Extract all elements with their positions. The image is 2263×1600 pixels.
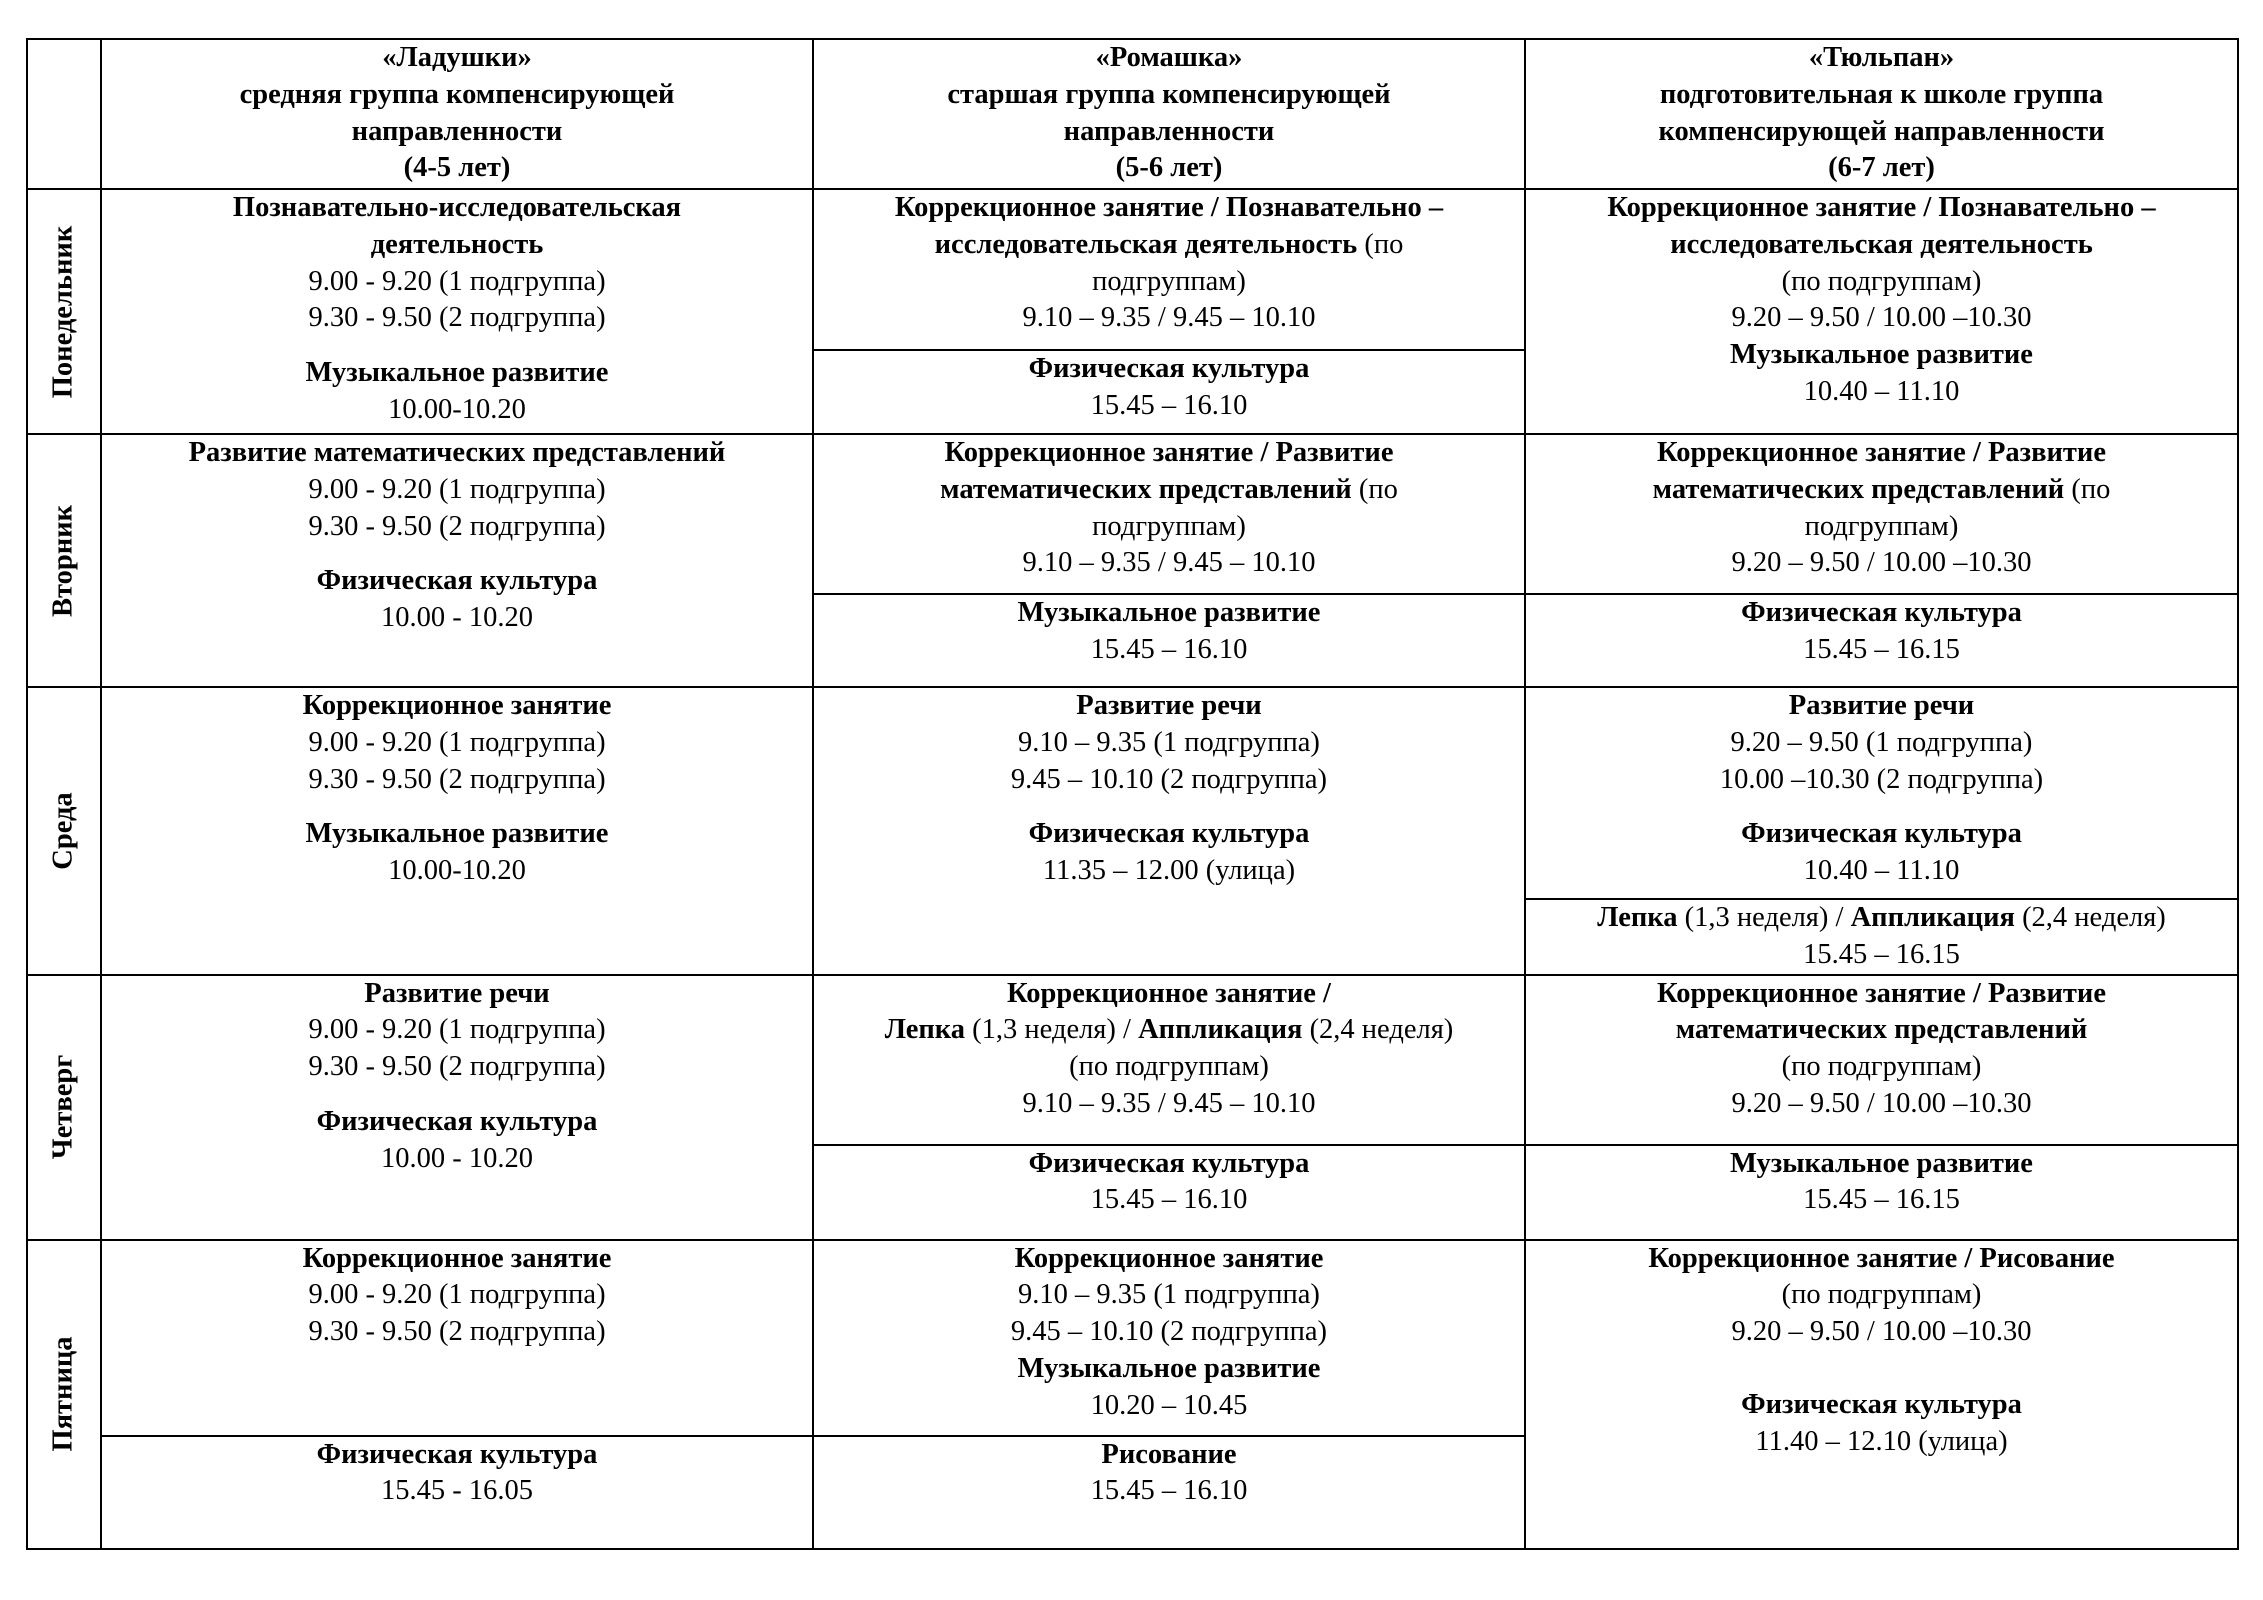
activity-title: Физическая культура bbox=[1741, 1388, 2022, 1420]
cell-fri-ladushki-a bbox=[101, 1240, 813, 1436]
time-slot: 9.00 - 9.20 (1 подгруппа) bbox=[308, 265, 606, 297]
time-slot: 9.00 - 9.20 (1 подгруппа) bbox=[308, 1279, 606, 1311]
activity-title: Физическая культура bbox=[1028, 1147, 1310, 1179]
time-slot: 9.30 - 9.50 (2 подгруппа) bbox=[308, 1051, 606, 1083]
group-desc-line2: направленности bbox=[351, 115, 563, 147]
activity-title: Лепка bbox=[884, 1014, 966, 1046]
cell-mon-romashka-a bbox=[813, 189, 1525, 350]
cell-fri-ladushki-b bbox=[101, 1436, 813, 1549]
time-slot: 9.45 – 10.10 (2 подгруппа) bbox=[1010, 1316, 1328, 1348]
activity-title: Лепка bbox=[1597, 902, 1678, 933]
time-slot: 9.00 - 9.20 (1 подгруппа) bbox=[308, 473, 606, 505]
activity-title: математических представлений bbox=[1652, 473, 2065, 505]
day-label: Вторник bbox=[47, 504, 79, 617]
activity-note: (по bbox=[2064, 473, 2111, 505]
schedule-table bbox=[26, 38, 2239, 1550]
activity-title: Физическая культура bbox=[316, 1438, 598, 1470]
time-slot: 10.00 - 10.20 bbox=[381, 602, 533, 634]
friday-row-a bbox=[27, 1240, 2238, 1436]
activity-title: Познавательно-исследовательская bbox=[232, 192, 682, 223]
activity-note: подгруппам) bbox=[1092, 510, 1246, 542]
group-header-ladushki bbox=[101, 39, 813, 189]
group-name: «Ромашка» bbox=[1095, 42, 1243, 73]
activity-note: (1,3 неделя) / bbox=[1677, 902, 1851, 933]
activity-note: (по bbox=[1351, 473, 1398, 505]
activity-title: Развитие речи bbox=[1788, 690, 1975, 721]
cell-tue-tyulpan-b bbox=[1525, 594, 2238, 687]
day-label: Пятница bbox=[47, 1336, 79, 1452]
time-slot: 15.45 - 16.05 bbox=[381, 1475, 533, 1507]
cell-tue-romashka-a bbox=[813, 434, 1525, 594]
time-slot: 10.00-10.20 bbox=[388, 393, 526, 425]
time-slot: 11.40 – 12.10 (улица) bbox=[1755, 1425, 2008, 1457]
group-name: «Ладушки» bbox=[382, 42, 532, 73]
activity-title: деятельность bbox=[370, 228, 544, 260]
activity-note: (1,3 неделя) / bbox=[965, 1014, 1139, 1046]
thursday-row-a bbox=[27, 975, 2238, 1145]
time-slot: 10.00-10.20 bbox=[388, 855, 526, 887]
group-header-romashka bbox=[813, 39, 1525, 189]
time-slot: 9.20 – 9.50 / 10.00 –10.30 bbox=[1731, 1087, 2032, 1119]
group-desc-line1: старшая группа компенсирующей bbox=[947, 78, 1391, 110]
time-slot: 15.45 – 16.15 bbox=[1803, 1184, 1960, 1216]
corner-cell bbox=[27, 39, 101, 189]
group-desc-line2: направленности bbox=[1063, 115, 1275, 147]
activity-title: Коррекционное занятие / Развитие bbox=[1656, 437, 2106, 468]
day-cell-thursday bbox=[27, 975, 101, 1240]
cell-wed-tyulpan-b bbox=[1525, 899, 2238, 975]
time-slot: 15.45 – 16.10 bbox=[1090, 633, 1248, 665]
activity-title: Музыкальное развитие bbox=[1730, 339, 2033, 371]
cell-wed-tyulpan-a bbox=[1525, 687, 2238, 899]
activity-note: (по bbox=[1357, 228, 1404, 260]
cell-tue-romashka-b bbox=[813, 594, 1525, 687]
group-desc-line2: компенсирующей направленности bbox=[1658, 115, 2105, 147]
activity-title: Развитие речи bbox=[364, 977, 550, 1009]
time-slot: 15.45 – 16.10 bbox=[1090, 1475, 1248, 1507]
activity-title: исследовательская деятельность bbox=[1670, 228, 2093, 260]
group-header-tyulpan bbox=[1525, 39, 2238, 189]
activity-title: Коррекционное занятие / Познавательно – bbox=[894, 192, 1444, 223]
time-slot: 10.40 – 11.10 bbox=[1803, 855, 1960, 887]
time-slot: 9.10 – 9.35 (1 подгруппа) bbox=[1018, 1279, 1320, 1311]
day-cell-friday bbox=[27, 1240, 101, 1549]
cell-thu-ladushki bbox=[101, 975, 813, 1240]
day-cell-wednesday bbox=[27, 687, 101, 975]
time-slot: 9.00 - 9.20 (1 подгруппа) bbox=[308, 726, 606, 758]
time-slot: 9.10 – 9.35 / 9.45 – 10.10 bbox=[1022, 1087, 1316, 1119]
activity-title: Аппликация bbox=[1138, 1014, 1303, 1046]
cell-tue-ladushki bbox=[101, 434, 813, 687]
activity-title: Музыкальное развитие bbox=[1017, 597, 1321, 628]
activity-note: (по подгруппам) bbox=[1781, 1051, 1982, 1083]
group-desc-line1: подготовительная к школе группа bbox=[1659, 78, 2104, 110]
time-slot: 9.45 – 10.10 (2 подгруппа) bbox=[1010, 763, 1328, 795]
activity-title: Музыкальное развитие bbox=[1017, 1352, 1321, 1384]
activity-title: Развитие математических представлений bbox=[188, 437, 726, 468]
cell-thu-romashka-a bbox=[813, 975, 1525, 1145]
activity-title: Коррекционное занятие / Развитие bbox=[944, 437, 1394, 468]
activity-title: Коррекционное занятие bbox=[302, 1242, 612, 1274]
activity-title: Физическая культура bbox=[316, 565, 598, 597]
time-slot: 9.10 – 9.35 / 9.45 – 10.10 bbox=[1022, 302, 1316, 334]
activity-title: Физическая культура bbox=[316, 1105, 598, 1137]
activity-title: математических представлений bbox=[1675, 1014, 2088, 1046]
monday-row-a bbox=[27, 189, 2238, 350]
tuesday-row-a bbox=[27, 434, 2238, 594]
group-age: (5-6 лет) bbox=[1115, 152, 1223, 184]
time-slot: 10.00 - 10.20 bbox=[381, 1142, 533, 1174]
activity-note: (по подгруппам) bbox=[1781, 265, 1982, 297]
time-slot: 9.30 - 9.50 (2 подгруппа) bbox=[308, 302, 606, 334]
activity-title: Коррекционное занятие / bbox=[1007, 977, 1331, 1009]
cell-thu-tyulpan-b bbox=[1525, 1145, 2238, 1240]
time-slot: 9.30 - 9.50 (2 подгруппа) bbox=[308, 763, 606, 795]
activity-note: (2,4 неделя) bbox=[2014, 902, 2166, 933]
cell-fri-romashka-a bbox=[813, 1240, 1525, 1436]
activity-title: Коррекционное занятие / Рисование bbox=[1648, 1242, 2115, 1274]
time-slot: 15.45 – 16.10 bbox=[1090, 389, 1248, 421]
wednesday-row-a bbox=[27, 687, 2238, 899]
group-name: «Тюльпан» bbox=[1808, 42, 1955, 73]
time-slot: 11.35 – 12.00 (улица) bbox=[1042, 855, 1296, 887]
activity-title: Коррекционное занятие bbox=[1014, 1242, 1324, 1274]
day-label: Понедельник bbox=[47, 225, 79, 398]
activity-note: подгруппам) bbox=[1804, 510, 1959, 542]
header-row bbox=[27, 39, 2238, 189]
time-slot: 10.40 – 11.10 bbox=[1803, 375, 1960, 407]
time-slot: 9.30 - 9.50 (2 подгруппа) bbox=[308, 1316, 606, 1348]
day-cell-monday bbox=[27, 189, 101, 434]
activity-title: исследовательская деятельность bbox=[934, 228, 1358, 260]
activity-note: (по подгруппам) bbox=[1069, 1051, 1269, 1083]
cell-wed-romashka bbox=[813, 687, 1525, 975]
cell-thu-tyulpan-a bbox=[1525, 975, 2238, 1145]
activity-title: Музыкальное развитие bbox=[1730, 1147, 2033, 1179]
time-slot: 10.20 – 10.45 bbox=[1090, 1389, 1248, 1421]
activity-title: Физическая культура bbox=[1741, 597, 2022, 628]
activity-title: Физическая культура bbox=[1741, 818, 2022, 850]
time-slot: 15.45 – 16.15 bbox=[1803, 633, 1960, 665]
activity-title: Аппликация bbox=[1850, 902, 2015, 933]
activity-title: математических представлений bbox=[940, 473, 1352, 505]
activity-note: подгруппам) bbox=[1092, 265, 1246, 297]
time-slot: 9.20 – 9.50 (1 подгруппа) bbox=[1730, 726, 2033, 758]
group-age: (6-7 лет) bbox=[1828, 152, 1935, 184]
activity-title: Физическая культура bbox=[1028, 818, 1310, 850]
day-cell-tuesday bbox=[27, 434, 101, 687]
activity-title: Коррекционное занятие bbox=[302, 690, 612, 721]
activity-title: Музыкальное развитие bbox=[305, 818, 609, 850]
cell-thu-romashka-b bbox=[813, 1145, 1525, 1240]
cell-wed-ladushki bbox=[101, 687, 813, 975]
activity-title: Коррекционное занятие / Развитие bbox=[1656, 977, 2106, 1009]
day-label: Четверг bbox=[47, 1054, 79, 1160]
time-slot: 10.00 –10.30 (2 подгруппа) bbox=[1719, 763, 2044, 795]
cell-mon-romashka-b bbox=[813, 350, 1525, 434]
time-slot: 9.00 - 9.20 (1 подгруппа) bbox=[308, 1014, 606, 1046]
cell-mon-ladushki bbox=[101, 189, 813, 434]
cell-fri-romashka-b bbox=[813, 1436, 1525, 1549]
activity-title: Физическая культура bbox=[1028, 353, 1310, 384]
activity-note: (2,4 неделя) bbox=[1302, 1014, 1454, 1046]
group-desc-line1: средняя группа компенсирующей bbox=[239, 78, 675, 110]
activity-title: Коррекционное занятие / Познавательно – bbox=[1607, 192, 2156, 223]
cell-tue-tyulpan-a bbox=[1525, 434, 2238, 594]
cell-mon-tyulpan bbox=[1525, 189, 2238, 434]
time-slot: 9.20 – 9.50 / 10.00 –10.30 bbox=[1731, 547, 2032, 579]
time-slot: 9.30 - 9.50 (2 подгруппа) bbox=[308, 510, 606, 542]
time-slot: 9.20 – 9.50 / 10.00 –10.30 bbox=[1731, 302, 2032, 334]
time-slot: 9.10 – 9.35 (1 подгруппа) bbox=[1018, 726, 1320, 758]
time-slot: 9.10 – 9.35 / 9.45 – 10.10 bbox=[1022, 547, 1316, 579]
day-label: Среда bbox=[47, 792, 79, 870]
time-slot: 15.45 – 16.10 bbox=[1090, 1184, 1248, 1216]
activity-title: Развитие речи bbox=[1076, 690, 1262, 721]
activity-title: Рисование bbox=[1101, 1438, 1237, 1470]
time-slot: 15.45 – 16.15 bbox=[1803, 938, 1960, 970]
group-age: (4-5 лет) bbox=[403, 152, 511, 184]
activity-title: Музыкальное развитие bbox=[305, 357, 609, 389]
time-slot: 9.20 – 9.50 / 10.00 –10.30 bbox=[1731, 1316, 2032, 1348]
activity-note: (по подгруппам) bbox=[1781, 1279, 1982, 1311]
cell-fri-tyulpan bbox=[1525, 1240, 2238, 1549]
